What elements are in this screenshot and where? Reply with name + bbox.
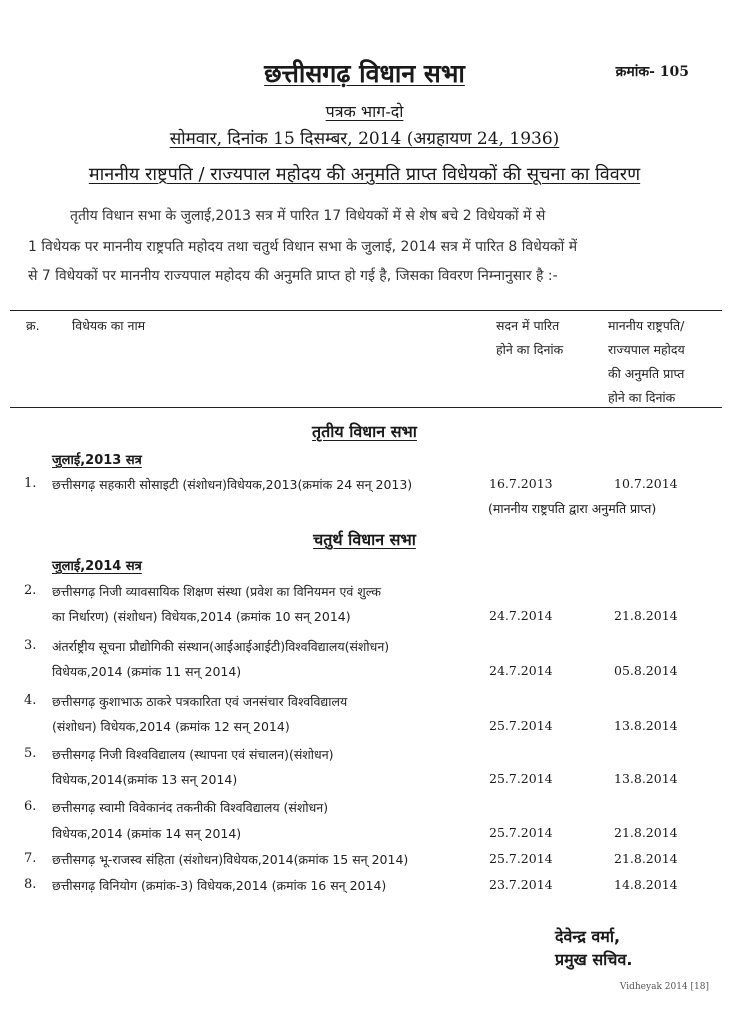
row-number: 2. — [24, 583, 37, 598]
intro-line-3: से 7 विधेयकों पर माननीय राज्यपाल महोदय की अनुमति प्राप्त हो गई है, जिसका विवरण निम्नानुसार है :- — [28, 268, 558, 284]
assent-date: 14.8.2014 — [614, 877, 678, 892]
row-number: 1. — [24, 476, 37, 491]
bill-name: छत्तीसगढ़ कुशाभाऊ ठाकरे पत्रकारिता एवं जनसंचार विश्वविद्यालय — [52, 694, 348, 709]
date-line-text: सोमवार, दिनांक 15 दिसम्बर, 2014 (अग्रहायण 24, 1936) — [169, 129, 560, 149]
assent-date: 21.8.2014 — [614, 825, 678, 840]
bill-name: छत्तीसगढ़ भू-राजस्व संहिता (संशोधन)विधेयक,2014(क्रमांक 15 सन् 2014) — [52, 852, 409, 867]
section-title — [0, 420, 729, 442]
bill-name-cont: विधेयक,2014(क्रमांक 13 सन् 2014) — [52, 772, 238, 787]
header-assent-line: माननीय राष्ट्रपति/ — [608, 318, 685, 333]
header-passed-date — [496, 314, 563, 362]
assent-note: (माननीय राष्ट्रपति द्वारा अनुमति प्राप्त) — [488, 501, 657, 516]
serial-number: क्रमांक- 105 — [615, 64, 689, 80]
row-number: 6. — [24, 799, 37, 814]
passed-date: 25.7.2014 — [489, 851, 553, 866]
header-num: क्र. — [26, 318, 40, 333]
row-number: 5. — [24, 746, 37, 761]
header-passed-line: सदन में पारित — [496, 318, 560, 333]
passed-date: 25.7.2014 — [489, 825, 553, 840]
header-assent-line: होने का दिनांक — [608, 390, 676, 405]
assent-date: 13.8.2014 — [614, 771, 678, 786]
header-assent-line: की अनुमति प्राप्त — [608, 366, 685, 381]
header-bill-name: विधेयक का नाम — [72, 318, 146, 333]
bill-name: छत्तीसगढ़ निजी व्यावसायिक शिक्षण संस्था (प्रवेश का विनियमन एवं शुल्क — [52, 584, 382, 599]
date-line — [0, 126, 729, 149]
section-title — [0, 528, 729, 550]
session-label: जुलाई,2014 सत्र — [52, 559, 142, 574]
assent-date: 21.8.2014 — [614, 608, 678, 623]
bill-name: छत्तीसगढ़ निजी विश्वविद्यालय (स्थापना एवं संचालन)(संशोधन) — [52, 747, 334, 762]
assent-date: 21.8.2014 — [614, 851, 678, 866]
bill-name: अंतर्राष्ट्रीय सूचना प्रौद्योगिकी संस्थान(आईआईआईटी)विश्वविद्यालय(संशोधन) — [52, 639, 390, 654]
section-title-text: तृतीय विधान सभा — [312, 422, 417, 441]
signatory-name: देवेन्द्र वर्मा, — [555, 927, 621, 946]
table-header-bottom-rule — [10, 407, 722, 408]
passed-date: 24.7.2014 — [489, 608, 553, 623]
header-assent-date — [608, 314, 685, 410]
footer-reference: Vidheyak 2014 [18] — [619, 982, 709, 992]
intro-line-2: 1 विधेयक पर माननीय राष्ट्रपति महोदय तथा चतुर्थ विधान सभा के जुलाई, 2014 सत्र में पारित 8 विधेयकों में — [28, 239, 578, 255]
heading-text: माननीय राष्ट्रपति / राज्यपाल महोदय की अनुमति प्राप्त विधेयकों की सूचना का विवरण — [88, 164, 641, 185]
header-passed-line: होने का दिनांक — [496, 342, 564, 357]
bill-name-cont: का निर्धारण) (संशोधन) विधेयक,2014 (क्रमांक 10 सन् 2014) — [52, 609, 351, 624]
subtitle-text: पत्रक भाग-दो — [325, 102, 404, 121]
assent-date: 10.7.2014 — [614, 476, 678, 491]
passed-date: 23.7.2014 — [489, 877, 553, 892]
passed-date: 24.7.2014 — [489, 663, 553, 678]
assent-date: 05.8.2014 — [614, 663, 678, 678]
bill-name: छत्तीसगढ़ स्वामी विवेकानंद तकनीकी विश्वविद्यालय (संशोधन) — [52, 800, 329, 815]
bill-name: छत्तीसगढ़ विनियोग (क्रमांक-3) विधेयक,2014 (क्रमांक 16 सन् 2014) — [52, 878, 387, 893]
section-title-text: चतुर्थ विधान सभा — [313, 530, 416, 549]
assent-date: 13.8.2014 — [614, 718, 678, 733]
bill-name-cont: विधेयक,2014 (क्रमांक 14 सन् 2014) — [52, 826, 242, 841]
table-top-rule — [10, 310, 722, 311]
bill-name-cont: विधेयक,2014 (क्रमांक 11 सन् 2014) — [52, 664, 242, 679]
document-heading — [0, 162, 729, 186]
intro-line-1: तृतीय विधान सभा के जुलाई,2013 सत्र में पारित 17 विधेयकों में से शेष बचे 2 विधेयकों में से — [70, 208, 546, 224]
passed-date: 25.7.2014 — [489, 771, 553, 786]
bill-name: छत्तीसगढ़ सहकारी सोसाइटी (संशोधन)विधेयक,2013(क्रमांक 24 सन् 2013) — [52, 477, 413, 492]
row-number: 4. — [24, 693, 37, 708]
row-number: 7. — [24, 851, 37, 866]
row-number: 3. — [24, 638, 37, 653]
signatory-designation: प्रमुख सचिव. — [555, 950, 633, 969]
document-subtitle — [0, 100, 729, 122]
row-number: 8. — [24, 877, 37, 892]
passed-date: 16.7.2013 — [489, 476, 553, 491]
passed-date: 25.7.2014 — [489, 718, 553, 733]
bill-name-cont: (संशोधन) विधेयक,2014 (क्रमांक 12 सन् 2014) — [52, 719, 290, 734]
document-title: छत्तीसगढ़ विधान सभा — [264, 59, 465, 88]
header-assent-line: राज्यपाल महोदय — [608, 342, 685, 357]
session-label: जुलाई,2013 सत्र — [52, 453, 142, 468]
